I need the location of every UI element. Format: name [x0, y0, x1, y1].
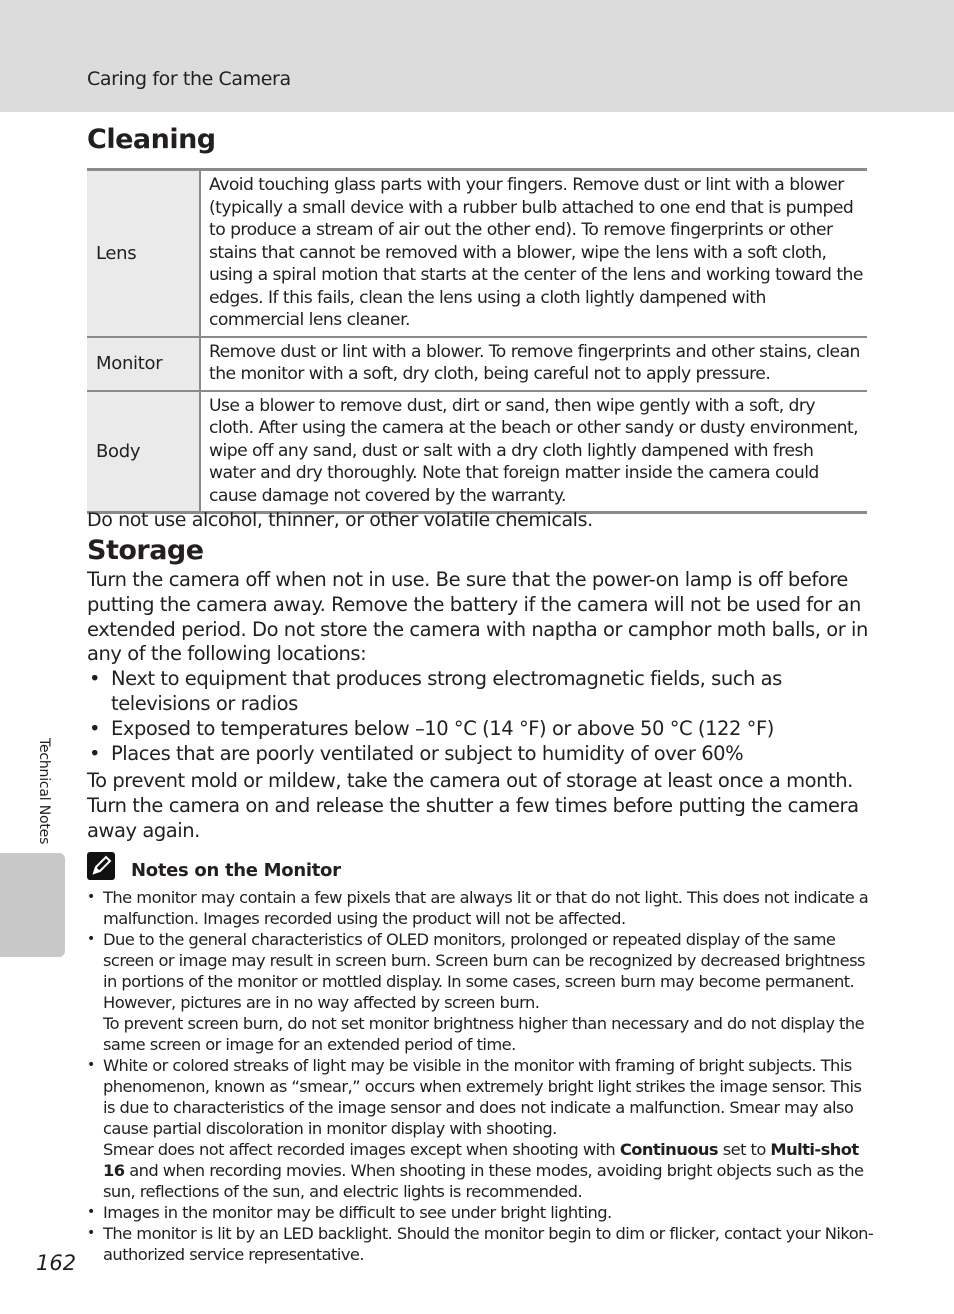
list-item: • Places that are poorly ventilated or subject to humidity of over 60% [89, 741, 744, 765]
list-item: • The monitor may contain a few pixels that are always lit or that do not light. This does not indicate a malfunction. Images recorded using the product will not be affected. [87, 888, 869, 928]
page-number: 162 [36, 1251, 77, 1275]
row-text-body: Use a blower to remove dust, dirt or sand, then wipe gently with a soft, dry cloth. After using the camera at the beach or other sandy or dusty environment, wipe off any sand, dust or salt with a dry cloth lightly dampened with fresh water and dry thoroughly. Note that foreign matter inside the camera could cause damage not covered by the warranty. [209, 395, 859, 506]
section-thumb-tab [0, 853, 65, 957]
table-row [87, 170, 867, 337]
header-band [0, 0, 954, 112]
storage-locations-list [87, 667, 877, 766]
notes-heading-row [87, 852, 587, 884]
row-text-monitor: Remove dust or lint with a blower. To remove fingerprints and other stains, clean the monitor with a soft, dry cloth, being careful not to apply pressure. [209, 341, 860, 384]
notes-title: Notes on the Monitor [131, 860, 341, 881]
cleaning-heading: Cleaning [87, 124, 216, 155]
list-item: • The monitor is lit by an LED backlight. Should the monitor begin to dim or flicker, contact your Nikon-authorized service representative. [87, 1224, 874, 1264]
row-label-body: Body [87, 391, 200, 513]
bullet-icon: • [89, 741, 101, 765]
list-item: • Due to the general characteristics of OLED monitors, prolonged or repeated display of the same screen or image may result in screen burn. Screen burn can be recognized by decreased brightness in portions of the monitor or mottled display. In some cases, screen burn may become permanent. However, pictures are in no way affected by screen burn. To prevent screen burn, do not set monitor brightness higher than necessary and do not display the same screen or image for an extended period of time. [87, 930, 865, 1054]
running-header: Caring for the Camera [87, 68, 291, 90]
pencil-icon [87, 852, 115, 880]
bullet-icon: • [87, 931, 95, 947]
list-item: • Images in the monitor may be difficult to see under bright lighting. [87, 1203, 612, 1222]
list-item: • Exposed to temperatures below –10 °C (14 °F) or above 50 °C (122 °F) [89, 716, 774, 740]
table-row [87, 337, 867, 391]
bullet-icon: • [87, 1057, 95, 1073]
bullet-icon: • [87, 1225, 95, 1241]
list-item: • Next to equipment that produces strong electromagnetic fields, such as televisions or radios [89, 667, 782, 715]
bullet-icon: • [87, 889, 95, 905]
list-item: • White or colored streaks of light may be visible in the monitor with framing of bright subjects. This phenomenon, known as “smear,” occurs when extremely bright light strikes the image sensor. This is due to characteristics of the image sensor and does not indicate a malfunction. Smear may also cause partial discoloration in monitor display with shooting. Smear does not affect recorded images except when shooting with Continuous set to Multi-shot 16 and when recording movies. When shooting in these modes, avoiding bright objects such as the sun, reflections of the sun, and electric lights is recommended. [87, 1056, 864, 1201]
row-label-monitor: Monitor [87, 337, 200, 391]
section-side-label: Technical Notes [36, 738, 52, 845]
bullet-icon: • [89, 716, 101, 740]
table-row [87, 391, 867, 513]
storage-body [87, 568, 877, 844]
chemicals-warning: Do not use alcohol, thinner, or other volatile chemicals. [87, 509, 593, 531]
storage-intro: Turn the camera off when not in use. Be sure that the power-on lamp is off before putting the camera away. Remove the battery if the camera will not be used for an extended period. Do not store the camera with naptha or camphor moth balls, or in any of the following locations: [87, 568, 868, 666]
row-label-lens: Lens [87, 170, 200, 337]
storage-outro: To prevent mold or mildew, take the camera out of storage at least once a month. Turn the camera on and release the shutter a few times before putting the camera away again. [87, 769, 859, 842]
cleaning-table [87, 168, 867, 514]
storage-heading: Storage [87, 535, 204, 566]
row-text-lens: Avoid touching glass parts with your fingers. Remove dust or lint with a blower (typically a small device with a rubber bulb attached to one end that is pumped to produce a stream of air out the other end). To remove fingerprints or other stains that cannot be removed with a blower, wipe the lens with a soft cloth, using a spiral motion that starts at the center of the lens and working toward the edges. If this fails, clean the lens using a cloth lightly dampened with commercial lens cleaner. [209, 175, 863, 330]
bullet-icon: • [87, 1204, 95, 1220]
notes-list [87, 887, 877, 1265]
bullet-icon: • [89, 667, 101, 691]
